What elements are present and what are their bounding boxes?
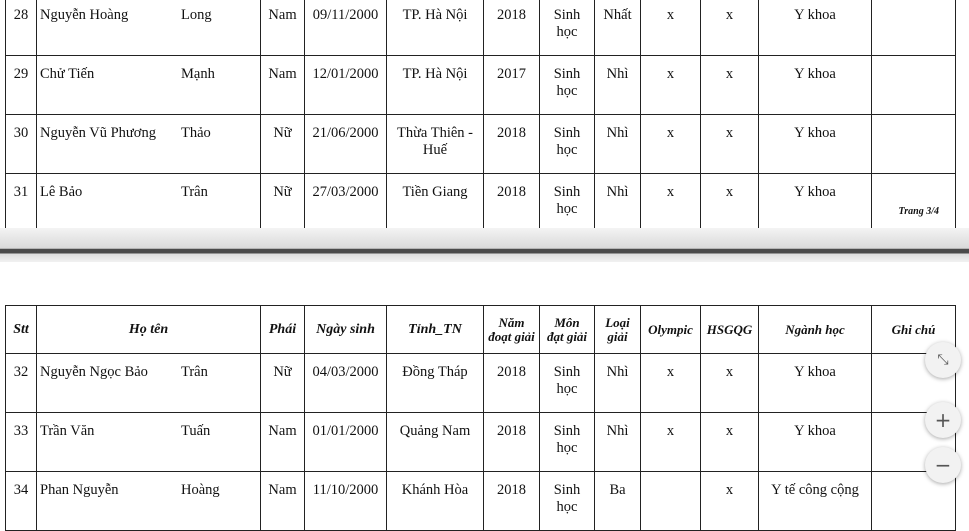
header-hsgqg: HSGQG (701, 306, 759, 354)
cell-tinh: Tiền Giang (387, 174, 484, 233)
cell-stt: 33 (6, 413, 37, 472)
header-loai-giai: Loại giải (595, 306, 641, 354)
cell-stt: 34 (6, 472, 37, 531)
cell-stt: 32 (6, 354, 37, 413)
cell-loai: Nhì (595, 413, 641, 472)
cell-ngay-sinh: 11/10/2000 (305, 472, 387, 531)
cell-olympic: x (641, 174, 701, 233)
cell-olympic: x (641, 413, 701, 472)
cell-olympic: x (641, 56, 701, 115)
cell-ngay-sinh: 01/01/2000 (305, 413, 387, 472)
cell-loai: Ba (595, 472, 641, 531)
table-header-row (6, 306, 956, 354)
cell-loai: Nhì (595, 115, 641, 174)
table-row (6, 354, 956, 413)
cell-hsgqg: x (701, 413, 759, 472)
cell-ngay-sinh: 27/03/2000 (305, 174, 387, 233)
cell-ten: Trân (181, 364, 208, 380)
cell-mon: Sinh học (540, 115, 595, 174)
cell-olympic (641, 472, 701, 531)
zoom-out-button[interactable] (925, 447, 961, 483)
cell-mon: Sinh học (540, 56, 595, 115)
cell-ho: Chử Tiến (40, 66, 95, 82)
cell-hsgqg: x (701, 0, 759, 56)
cell-olympic: x (641, 0, 701, 56)
table-row (6, 413, 956, 472)
cell-ho-ten (37, 115, 261, 174)
results-table-page-3 (5, 0, 956, 233)
cell-nganh: Y khoa (759, 0, 872, 56)
cell-phai: Nam (261, 413, 305, 472)
cell-nam: 2018 (484, 0, 540, 56)
cell-ho: Trần Văn (40, 423, 95, 439)
header-stt: Stt (6, 306, 37, 354)
cell-nganh: Y khoa (759, 56, 872, 115)
cell-nganh: Y tế công cộng (759, 472, 872, 531)
cell-loai: Nhì (595, 354, 641, 413)
plus-icon: + (934, 408, 952, 432)
results-table-page-4 (5, 305, 956, 531)
cell-nam: 2018 (484, 472, 540, 531)
cell-tinh: TP. Hà Nội (387, 56, 484, 115)
cell-ghi-chu (872, 0, 956, 56)
collapse-button[interactable] (925, 342, 961, 378)
cell-phai: Nữ (261, 115, 305, 174)
cell-nam: 2018 (484, 115, 540, 174)
page-separator (0, 228, 969, 262)
cell-hsgqg: x (701, 354, 759, 413)
cell-ho: Lê Bảo (40, 184, 83, 200)
table-row (6, 174, 956, 233)
table-row (6, 56, 956, 115)
cell-ten: Trân (181, 184, 208, 200)
cell-olympic: x (641, 354, 701, 413)
cell-stt: 29 (6, 56, 37, 115)
cell-nam: 2018 (484, 354, 540, 413)
cell-ngay-sinh: 21/06/2000 (305, 115, 387, 174)
cell-stt: 28 (6, 0, 37, 56)
cell-ghi-chu (872, 56, 956, 115)
cell-ngay-sinh: 12/01/2000 (305, 56, 387, 115)
cell-hsgqg: x (701, 56, 759, 115)
cell-ghi-chu (872, 115, 956, 174)
cell-ten: Hoàng (181, 482, 220, 498)
cell-stt: 31 (6, 174, 37, 233)
cell-nganh: Y khoa (759, 354, 872, 413)
header-ngay-sinh: Ngày sinh (305, 306, 387, 354)
page-number: Trang 3/4 (898, 206, 939, 217)
cell-mon: Sinh học (540, 174, 595, 233)
cell-nganh: Y khoa (759, 174, 872, 233)
table-row (6, 115, 956, 174)
cell-nam: 2018 (484, 413, 540, 472)
cell-mon: Sinh học (540, 413, 595, 472)
cell-ho: Nguyễn Vũ Phương (40, 125, 156, 141)
cell-phai: Nữ (261, 174, 305, 233)
minus-icon: − (934, 453, 952, 477)
cell-mon: Sinh học (540, 0, 595, 56)
cell-phai: Nữ (261, 354, 305, 413)
cell-loai: Nhì (595, 56, 641, 115)
cell-ho: Nguyễn Hoàng (40, 7, 129, 23)
cell-stt: 30 (6, 115, 37, 174)
cell-ten: Mạnh (181, 66, 215, 82)
cell-tinh: Thừa Thiên - Huế (387, 115, 484, 174)
cell-ten: Tuấn (181, 423, 211, 439)
header-phai: Phái (261, 306, 305, 354)
cell-loai: Nhì (595, 174, 641, 233)
cell-ho-ten (37, 174, 261, 233)
cell-loai: Nhất (595, 0, 641, 56)
cell-ho-ten (37, 0, 261, 56)
cell-tinh: Quảng Nam (387, 413, 484, 472)
cell-phai: Nam (261, 56, 305, 115)
cell-ngay-sinh: 09/11/2000 (305, 0, 387, 56)
cell-tinh: Đồng Tháp (387, 354, 484, 413)
cell-ho-ten (37, 413, 261, 472)
header-mon: Môn đạt giải (540, 306, 595, 354)
table-row (6, 472, 956, 531)
header-nam-doat-giai: Năm đoạt giải (484, 306, 540, 354)
cell-ho-ten (37, 354, 261, 413)
header-ho-ten: Họ tên (37, 306, 261, 354)
cell-nganh: Y khoa (759, 115, 872, 174)
cell-phai: Nam (261, 0, 305, 56)
cell-hsgqg: x (701, 472, 759, 531)
cell-mon: Sinh học (540, 472, 595, 531)
cell-mon: Sinh học (540, 354, 595, 413)
cell-ho: Nguyễn Ngọc Bảo (40, 364, 148, 380)
cell-ten: Long (181, 7, 212, 23)
table-row (6, 0, 956, 56)
cell-ho-ten (37, 56, 261, 115)
cell-ten: Thảo (181, 125, 211, 141)
cell-hsgqg: x (701, 115, 759, 174)
zoom-in-button[interactable] (925, 402, 961, 438)
cell-ho: Phan Nguyễn (40, 482, 119, 498)
cell-ngay-sinh: 04/03/2000 (305, 354, 387, 413)
cell-tinh: Khánh Hòa (387, 472, 484, 531)
cell-hsgqg: x (701, 174, 759, 233)
collapse-arrows-icon: ⤡ (937, 352, 949, 368)
header-tinh: Tỉnh_TN (387, 306, 484, 354)
cell-nganh: Y khoa (759, 413, 872, 472)
cell-olympic: x (641, 115, 701, 174)
cell-nam: 2017 (484, 56, 540, 115)
cell-tinh: TP. Hà Nội (387, 0, 484, 56)
cell-nam: 2018 (484, 174, 540, 233)
header-olympic: Olympic (641, 306, 701, 354)
cell-ghi-chu (872, 174, 956, 233)
cell-ho-ten (37, 472, 261, 531)
header-nganh-hoc: Ngành học (759, 306, 872, 354)
header-ghi-chu: Ghi chú (872, 306, 956, 354)
cell-phai: Nam (261, 472, 305, 531)
